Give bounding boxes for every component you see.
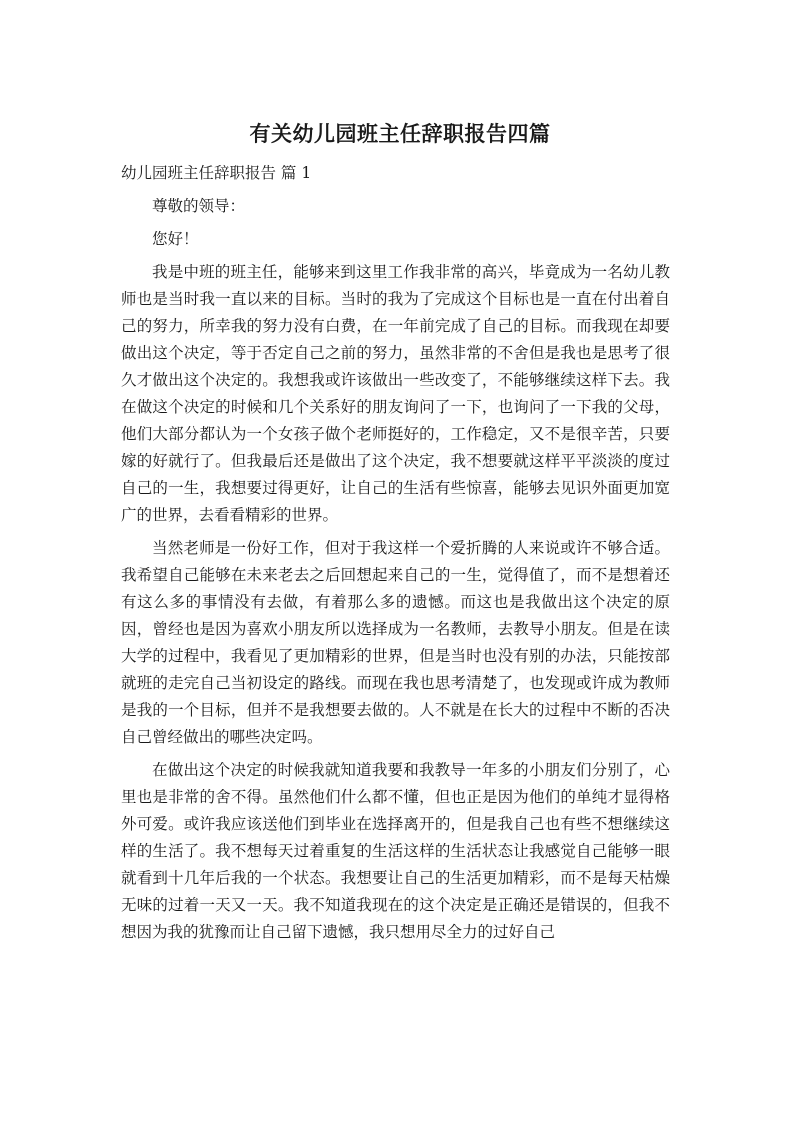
body-paragraph: 在做出这个决定的时候我就知道我要和我教导一年多的小朋友们分别了，心里也是非常的舍不得。虽然他们什么都不懂，但也正是因为他们的单纯才显得格外可爱。或许我应该送他们到毕业在选择离开的，但是我自己也有些不想继续这样的生活了。我不想每天过着重复的生活这样的生活状态让我感觉自己能够一眼就看到十几年后我的一个状态。我想要让自己的生活更加精彩，而不是每天枯燥无味的过着一天又一天。我不知道我现在的这个决定是正确还是错误的，但我不想因为我的犹豫而让自己留下遗憾，我只想用尽全力的过好自己 (121, 761, 670, 941)
document-body (121, 193, 670, 952)
body-paragraph: 我是中班的班主任，能够来到这里工作我非常的高兴，毕竟成为一名幼儿教师也是当时我一直以来的目标。当时的我为了完成这个目标也是一直在付出着自己的努力，所幸我的努力没有白费，在一年前完成了自己的目标。而我现在却要做出这个决定，等于否定自己之前的努力，虽然非常的不舍但是我也是思考了很久才做出这个决定的。我想我或许该做出一些改变了，不能够继续这样下去。我在做这个决定的时候和几个关系好的朋友询问了一下，也询问了一下我的父母，他们大部分都认为一个女孩子做个老师挺好的，工作稳定，又不是很辛苦，只要嫁的好就行了。但我最后还是做出了这个决定，我不想要就这样平平淡淡的度过自己的一生，我想要过得更好，让自己的生活有些惊喜，能够去见识外面更加宽广的世界，去看看精彩的世界。 (121, 263, 670, 524)
salutation-paragraph: 尊敬的领导： (152, 197, 246, 215)
greeting-paragraph: 您好！ (152, 230, 199, 248)
document-subtitle: 幼儿园班主任辞职报告 篇 1 (121, 164, 312, 182)
document-title: 有关幼儿园班主任辞职报告四篇 (249, 122, 551, 146)
body-paragraph: 当然老师是一份好工作，但对于我这样一个爱折腾的人来说或许不够合适。我希望自己能够在未来老去之后回想起来自己的一生，觉得值了，而不是想着还有这么多的事情没有去做，有着那么多的遗憾。而这也是我做出这个决定的原因，曾经也是因为喜欢小朋友所以选择成为一名教师，去教导小朋友。但是在读大学的过程中，我看见了更加精彩的世界，但是当时也没有别的办法，只能按部就班的走完自己当初设定的路线。而现在我也思考清楚了，也发现或许成为教师是我的一个目标，但并不是我想要去做的。人不就是在长大的过程中不断的否决自己曾经做出的哪些决定吗。 (121, 539, 670, 746)
